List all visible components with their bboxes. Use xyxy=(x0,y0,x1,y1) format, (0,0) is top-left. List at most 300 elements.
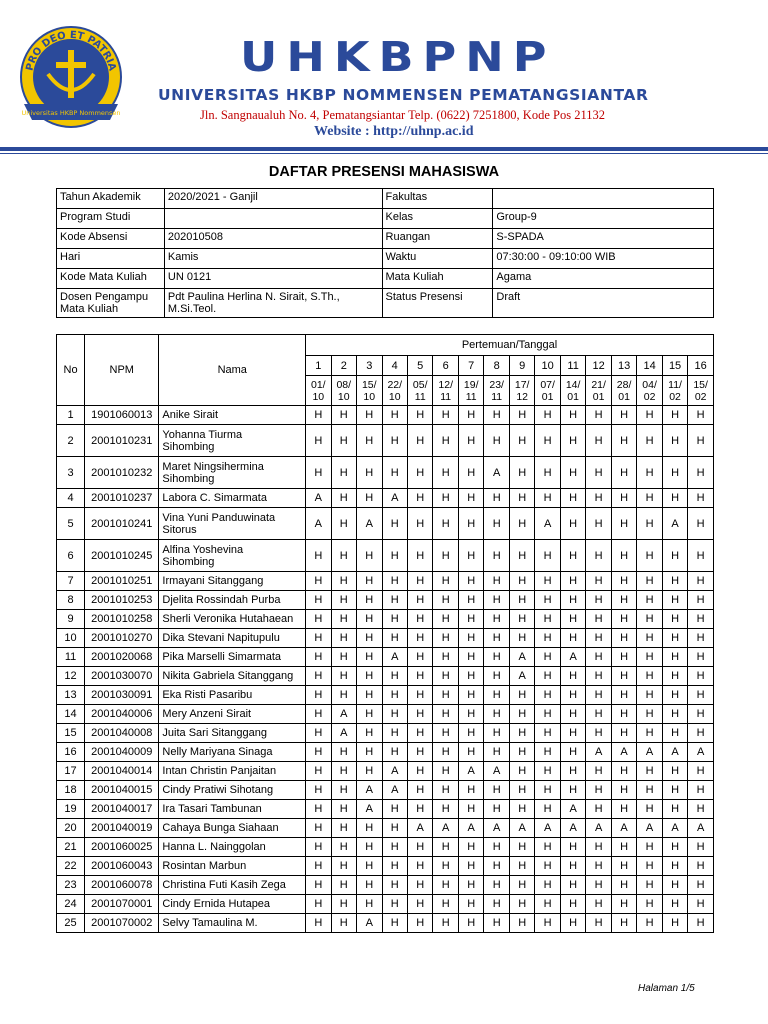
student-row xyxy=(57,762,714,781)
attendance-mark: A xyxy=(560,819,585,838)
student-name xyxy=(159,406,306,425)
student-name-line: Ira Tasari Tambunan xyxy=(162,803,262,815)
attendance-mark: H xyxy=(357,876,382,895)
university-website: Website : http://uhnp.ac.id xyxy=(314,124,474,139)
attendance-mark: H xyxy=(560,743,585,762)
attendance-mark: H xyxy=(331,914,356,933)
attendance-mark: H xyxy=(357,895,382,914)
attendance-mark: H xyxy=(560,876,585,895)
attendance-mark: H xyxy=(357,762,382,781)
attendance-mark: H xyxy=(688,762,714,781)
student-name-line: Alfina Yoshevina xyxy=(162,543,244,556)
meeting-date-month: 02 xyxy=(669,390,681,403)
student-row xyxy=(57,457,714,489)
info-value: S-SPADA xyxy=(493,229,714,249)
student-name-line: Dika Stevani Napitupulu xyxy=(162,632,280,644)
attendance-mark: H xyxy=(662,762,687,781)
attendance-mark: H xyxy=(560,838,585,857)
meeting-date xyxy=(407,376,432,406)
student-row xyxy=(57,591,714,610)
student-name-line: Christina Futi Kasih Zega xyxy=(162,879,286,891)
meeting-date-month: 10 xyxy=(312,390,325,403)
meeting-number: 9 xyxy=(509,356,534,376)
attendance-mark: H xyxy=(586,610,611,629)
attendance-mark: H xyxy=(611,425,636,457)
student-row xyxy=(57,648,714,667)
attendance-mark: A xyxy=(662,508,687,540)
attendance-mark: H xyxy=(306,895,331,914)
attendance-mark: H xyxy=(357,857,382,876)
info-value-line: Pdt Paulina Herlina N. Sirait, S.Th., xyxy=(167,291,340,303)
attendance-mark: H xyxy=(306,591,331,610)
attendance-mark: A xyxy=(484,457,509,489)
meeting-date xyxy=(458,376,483,406)
student-row xyxy=(57,629,714,648)
student-npm: 2001070001 xyxy=(85,895,159,914)
attendance-mark: H xyxy=(535,572,560,591)
attendance-mark: H xyxy=(357,591,382,610)
attendance-mark: H xyxy=(637,667,662,686)
student-name-line: Cindy Ernida Hutapea xyxy=(162,898,271,910)
attendance-mark: H xyxy=(509,508,534,540)
meeting-date-month: 11 xyxy=(491,390,503,403)
student-no: 13 xyxy=(57,686,85,705)
student-name xyxy=(159,425,306,457)
attendance-mark: H xyxy=(331,629,356,648)
student-no: 2 xyxy=(57,425,85,457)
attendance-mark: H xyxy=(331,648,356,667)
meeting-date-month: 11 xyxy=(465,390,477,403)
attendance-mark: H xyxy=(306,876,331,895)
student-npm: 2001010245 xyxy=(85,540,159,572)
attendance-mark: H xyxy=(535,540,560,572)
attendance-mark: H xyxy=(688,876,714,895)
attendance-mark: H xyxy=(688,857,714,876)
attendance-mark: H xyxy=(407,724,432,743)
attendance-mark: H xyxy=(637,572,662,591)
attendance-mark: H xyxy=(357,610,382,629)
student-name xyxy=(159,508,306,540)
attendance-mark: H xyxy=(484,667,509,686)
attendance-mark: A xyxy=(509,819,534,838)
attendance-mark: A xyxy=(382,489,407,508)
student-no: 15 xyxy=(57,724,85,743)
meeting-date-day: 14/ xyxy=(565,378,581,391)
attendance-mark: H xyxy=(637,800,662,819)
attendance-mark: H xyxy=(535,800,560,819)
attendance-mark: H xyxy=(433,724,458,743)
student-name-line: Sherli Veronika Hutahaean xyxy=(162,613,294,625)
attendance-mark: H xyxy=(382,457,407,489)
info-row xyxy=(57,289,714,318)
student-name xyxy=(159,629,306,648)
attendance-mark: H xyxy=(433,762,458,781)
student-npm: 2001070002 xyxy=(85,914,159,933)
attendance-mark: A xyxy=(560,648,585,667)
attendance-mark: H xyxy=(382,591,407,610)
attendance-mark: H xyxy=(637,629,662,648)
attendance-mark: H xyxy=(458,457,483,489)
attendance-mark: H xyxy=(458,724,483,743)
attendance-mark: H xyxy=(662,781,687,800)
info-value: 07:30:00 - 09:10:00 WIB xyxy=(493,249,714,269)
attendance-mark: H xyxy=(382,819,407,838)
attendance-mark: H xyxy=(662,572,687,591)
meeting-date-day: 05/ xyxy=(412,378,428,391)
info-value-line: M.Si.Teol. xyxy=(167,303,217,315)
attendance-mark: H xyxy=(560,686,585,705)
meeting-date xyxy=(535,376,560,406)
info-label: Waktu xyxy=(382,249,493,269)
attendance-mark: H xyxy=(458,743,483,762)
attendance-mark: H xyxy=(357,667,382,686)
header-rule-thick xyxy=(0,147,768,151)
attendance-mark: H xyxy=(535,743,560,762)
student-npm: 2001010251 xyxy=(85,572,159,591)
attendance-mark: H xyxy=(611,648,636,667)
student-name-line: Djelita Rossindah Purba xyxy=(162,594,281,606)
attendance-mark: H xyxy=(560,540,585,572)
attendance-mark: H xyxy=(407,508,432,540)
student-no: 17 xyxy=(57,762,85,781)
attendance-mark: H xyxy=(662,648,687,667)
attendance-mark: H xyxy=(382,406,407,425)
attendance-mark: H xyxy=(688,572,714,591)
attendance-mark: H xyxy=(357,457,382,489)
meeting-number: 4 xyxy=(382,356,407,376)
header-nama: Nama xyxy=(159,335,306,406)
attendance-mark: H xyxy=(306,610,331,629)
info-label: Mata Kuliah xyxy=(382,269,493,289)
attendance-mark: H xyxy=(611,762,636,781)
attendance-mark: H xyxy=(586,705,611,724)
attendance-mark: H xyxy=(458,508,483,540)
attendance-mark: H xyxy=(688,591,714,610)
attendance-mark: H xyxy=(611,876,636,895)
attendance-mark: H xyxy=(688,457,714,489)
student-row xyxy=(57,508,714,540)
attendance-mark: H xyxy=(484,489,509,508)
info-value: Group-9 xyxy=(493,209,714,229)
attendance-mark: H xyxy=(560,591,585,610)
student-name xyxy=(159,914,306,933)
student-name-line: Nikita Gabriela Sitanggang xyxy=(162,670,294,682)
student-row xyxy=(57,406,714,425)
attendance-mark: H xyxy=(433,457,458,489)
attendance-mark: H xyxy=(433,667,458,686)
meeting-date xyxy=(560,376,585,406)
attendance-mark: H xyxy=(586,489,611,508)
attendance-mark: H xyxy=(535,406,560,425)
student-no: 18 xyxy=(57,781,85,800)
attendance-mark: H xyxy=(407,876,432,895)
attendance-mark: H xyxy=(433,648,458,667)
meeting-date xyxy=(637,376,662,406)
attendance-mark: H xyxy=(458,648,483,667)
student-name xyxy=(159,724,306,743)
attendance-mark: H xyxy=(407,540,432,572)
attendance-mark: H xyxy=(611,800,636,819)
attendance-mark: H xyxy=(688,781,714,800)
attendance-mark: H xyxy=(433,914,458,933)
attendance-mark: A xyxy=(535,819,560,838)
attendance-mark: H xyxy=(688,895,714,914)
attendance-mark: H xyxy=(586,508,611,540)
student-npm: 2001040008 xyxy=(85,724,159,743)
attendance-mark: H xyxy=(484,540,509,572)
attendance-mark: A xyxy=(306,508,331,540)
meeting-date-day: 04/ xyxy=(642,378,657,391)
meeting-date-day: 19/ xyxy=(463,378,479,391)
attendance-mark: H xyxy=(433,572,458,591)
meeting-date xyxy=(433,376,458,406)
attendance-mark: H xyxy=(433,876,458,895)
attendance-mark: A xyxy=(306,489,331,508)
meeting-date-month: 10 xyxy=(337,390,350,403)
attendance-mark: H xyxy=(484,724,509,743)
info-label: Kelas xyxy=(382,209,493,229)
attendance-mark: H xyxy=(382,705,407,724)
attendance-mark: H xyxy=(433,705,458,724)
attendance-mark: H xyxy=(331,425,356,457)
attendance-mark: H xyxy=(688,800,714,819)
attendance-mark: A xyxy=(458,819,483,838)
meeting-date-month: 11 xyxy=(414,390,426,403)
attendance-mark: H xyxy=(611,591,636,610)
student-name xyxy=(159,610,306,629)
meeting-date-month: 11 xyxy=(440,390,452,403)
info-label: Ruangan xyxy=(382,229,493,249)
meeting-date-month: 10 xyxy=(363,390,376,403)
attendance-mark: H xyxy=(433,800,458,819)
attendance-mark: H xyxy=(306,819,331,838)
info-row xyxy=(57,189,714,209)
attendance-mark: H xyxy=(637,857,662,876)
attendance-mark: H xyxy=(331,572,356,591)
attendance-mark: A xyxy=(688,819,714,838)
info-value xyxy=(164,209,382,229)
attendance-mark: H xyxy=(535,781,560,800)
student-row xyxy=(57,914,714,933)
attendance-mark: H xyxy=(357,743,382,762)
attendance-mark: H xyxy=(433,895,458,914)
attendance-mark: H xyxy=(560,724,585,743)
attendance-mark: H xyxy=(535,457,560,489)
info-value: 2020/2021 - Ganjil xyxy=(164,189,382,209)
attendance-mark: A xyxy=(586,819,611,838)
info-label-line: Dosen Pengampu xyxy=(60,291,149,303)
attendance-mark: H xyxy=(611,781,636,800)
attendance-mark: A xyxy=(382,762,407,781)
student-name-line: Intan Christin Panjaitan xyxy=(162,765,277,777)
attendance-mark: H xyxy=(509,876,534,895)
attendance-mark: H xyxy=(306,800,331,819)
attendance-mark: A xyxy=(458,762,483,781)
student-name-line: Anike Sirait xyxy=(162,409,219,421)
attendance-mark: H xyxy=(433,838,458,857)
attendance-mark: H xyxy=(560,914,585,933)
attendance-mark: H xyxy=(382,800,407,819)
student-no: 16 xyxy=(57,743,85,762)
attendance-mark: H xyxy=(586,838,611,857)
attendance-mark: H xyxy=(662,876,687,895)
attendance-mark: H xyxy=(306,457,331,489)
attendance-mark: H xyxy=(662,610,687,629)
attendance-mark: H xyxy=(637,540,662,572)
attendance-mark: H xyxy=(560,781,585,800)
info-label: Tahun Akademik xyxy=(57,189,165,209)
attendance-mark: H xyxy=(560,667,585,686)
attendance-mark: H xyxy=(535,876,560,895)
student-name-line: Juita Sari Sitanggang xyxy=(162,727,267,739)
attendance-mark: H xyxy=(509,705,534,724)
attendance-mark: H xyxy=(382,540,407,572)
meeting-number: 6 xyxy=(433,356,458,376)
attendance-mark: H xyxy=(637,876,662,895)
student-no: 23 xyxy=(57,876,85,895)
attendance-mark: H xyxy=(637,895,662,914)
attendance-mark: H xyxy=(306,629,331,648)
student-name-line: Cindy Pratiwi Sihotang xyxy=(162,784,274,796)
student-row xyxy=(57,425,714,457)
attendance-mark: A xyxy=(688,743,714,762)
attendance-mark: H xyxy=(331,743,356,762)
student-npm: 2001030091 xyxy=(85,686,159,705)
student-name-line: Labora C. Simarmata xyxy=(162,492,267,504)
attendance-mark: H xyxy=(637,686,662,705)
attendance-mark: H xyxy=(458,572,483,591)
meeting-date-day: 17/ xyxy=(514,378,530,391)
student-row xyxy=(57,800,714,819)
attendance-mark: A xyxy=(407,819,432,838)
attendance-mark: H xyxy=(484,686,509,705)
info-row xyxy=(57,269,714,289)
header-no: No xyxy=(57,335,85,406)
meeting-date xyxy=(586,376,611,406)
attendance-mark: H xyxy=(433,540,458,572)
attendance-mark: H xyxy=(662,667,687,686)
attendance-mark: A xyxy=(586,743,611,762)
attendance-mark: H xyxy=(535,762,560,781)
attendance-mark: H xyxy=(306,572,331,591)
attendance-mark: H xyxy=(433,743,458,762)
info-value: Kamis xyxy=(164,249,382,269)
attendance-mark: H xyxy=(586,629,611,648)
meeting-date xyxy=(484,376,509,406)
attendance-mark: H xyxy=(509,800,534,819)
attendance-mark: H xyxy=(382,743,407,762)
attendance-mark: H xyxy=(306,425,331,457)
attendance-mark: H xyxy=(560,629,585,648)
attendance-mark: H xyxy=(688,425,714,457)
attendance-mark: H xyxy=(331,800,356,819)
attendance-mark: H xyxy=(458,591,483,610)
attendance-mark: H xyxy=(688,838,714,857)
attendance-mark: A xyxy=(535,508,560,540)
attendance-mark: H xyxy=(611,724,636,743)
attendance-mark: H xyxy=(688,610,714,629)
attendance-mark: H xyxy=(637,591,662,610)
attendance-mark: H xyxy=(382,857,407,876)
student-no: 7 xyxy=(57,572,85,591)
attendance-mark: H xyxy=(306,667,331,686)
attendance-mark: H xyxy=(560,895,585,914)
attendance-mark: H xyxy=(611,705,636,724)
attendance-mark: H xyxy=(458,857,483,876)
student-no: 21 xyxy=(57,838,85,857)
info-label: Status Presensi xyxy=(382,289,493,318)
student-name xyxy=(159,800,306,819)
attendance-mark: H xyxy=(357,705,382,724)
attendance-mark: H xyxy=(357,406,382,425)
info-value: Agama xyxy=(493,269,714,289)
student-row xyxy=(57,819,714,838)
attendance-mark: H xyxy=(662,406,687,425)
attendance-mark: H xyxy=(509,457,534,489)
attendance-mark: A xyxy=(637,743,662,762)
info-value xyxy=(164,289,382,318)
attendance-mark: H xyxy=(688,489,714,508)
student-name xyxy=(159,457,306,489)
student-name xyxy=(159,591,306,610)
attendance-mark: A xyxy=(433,819,458,838)
student-no: 1 xyxy=(57,406,85,425)
attendance-mark: H xyxy=(407,457,432,489)
attendance-mark: H xyxy=(586,425,611,457)
student-no: 10 xyxy=(57,629,85,648)
header-pertemuan: Pertemuan/Tanggal xyxy=(306,335,714,356)
attendance-mark: H xyxy=(509,762,534,781)
attendance-mark: H xyxy=(535,914,560,933)
student-name-line: Nelly Mariyana Sinaga xyxy=(162,746,273,758)
attendance-mark: H xyxy=(637,724,662,743)
page-number: Halaman 1/5 xyxy=(638,983,695,994)
course-info-table xyxy=(56,188,714,318)
meeting-date-day: 15/ xyxy=(693,378,708,391)
attendance-mark: H xyxy=(611,895,636,914)
attendance-mark: H xyxy=(382,610,407,629)
attendance-mark: H xyxy=(535,705,560,724)
attendance-mark: H xyxy=(407,800,432,819)
attendance-mark: A xyxy=(662,819,687,838)
student-no: 9 xyxy=(57,610,85,629)
attendance-mark: A xyxy=(331,705,356,724)
attendance-mark: H xyxy=(611,629,636,648)
attendance-mark: H xyxy=(662,540,687,572)
attendance-mark: H xyxy=(509,489,534,508)
attendance-mark: H xyxy=(611,686,636,705)
info-label: Program Studi xyxy=(57,209,165,229)
meeting-number: 14 xyxy=(637,356,662,376)
attendance-mark: H xyxy=(560,489,585,508)
attendance-mark: H xyxy=(586,857,611,876)
attendance-mark: H xyxy=(357,686,382,705)
attendance-mark: H xyxy=(535,610,560,629)
student-row xyxy=(57,857,714,876)
student-name xyxy=(159,540,306,572)
meeting-date xyxy=(382,376,407,406)
attendance-mark: H xyxy=(560,857,585,876)
attendance-table xyxy=(56,334,714,933)
student-npm: 2001040014 xyxy=(85,762,159,781)
attendance-mark: H xyxy=(560,508,585,540)
student-row xyxy=(57,667,714,686)
student-name xyxy=(159,743,306,762)
student-row xyxy=(57,705,714,724)
attendance-mark: H xyxy=(382,629,407,648)
student-npm: 2001010241 xyxy=(85,508,159,540)
student-name xyxy=(159,762,306,781)
